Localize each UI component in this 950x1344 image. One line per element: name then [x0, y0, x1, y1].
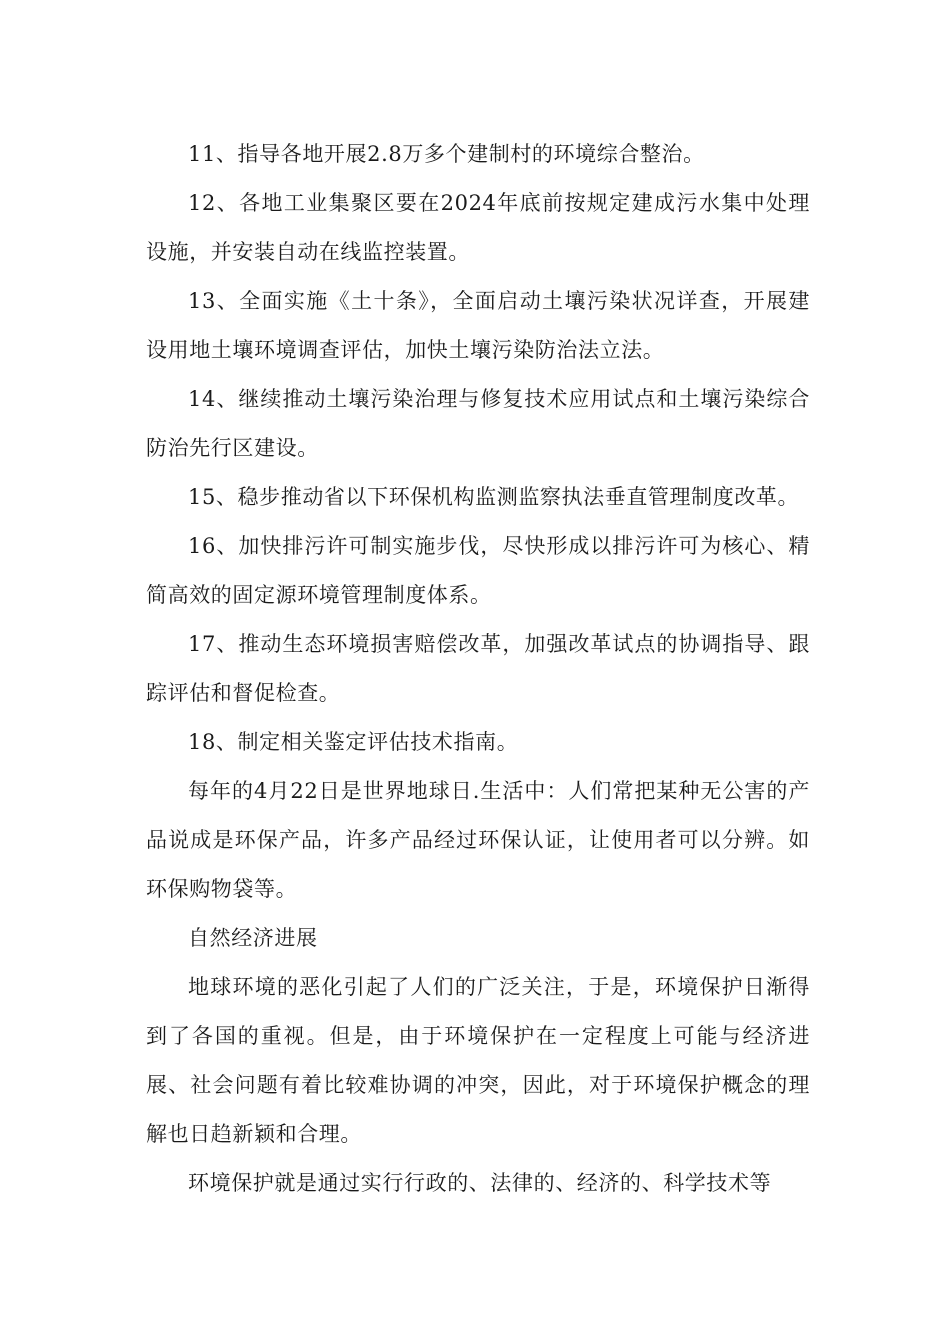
paragraph-item-17: 17、推动生态环境损害赔偿改革，加强改革试点的协调指导、跟踪评估和督促检查。 [146, 632, 810, 705]
paragraph-earth-day: 每年的4月22日是世界地球日.生活中：人们常把某种无公害的产品说成是环保产品，许多产品经过环保认证，让使用者可以分辨。如环保购物袋等。 [146, 779, 810, 901]
paragraph-item-11: 11、指导各地开展2.8万多个建制村的环境综合整治。 [188, 142, 705, 166]
paragraph-item-18: 18、制定相关鉴定评估技术指南。 [188, 730, 519, 754]
paragraph-item-16: 16、加快排污许可制实施步伐，尽快形成以排污许可为核心、精简高效的固定源环境管理制度体系。 [146, 534, 810, 607]
paragraph-environment-concern: 地球环境的恶化引起了人们的广泛关注，于是，环境保护日渐得到了各国的重视。但是，由于环境保护在一定程度上可能与经济进展、社会问题有着比较难协调的冲突，因此，对于环境保护概念的理解也日趋新颖和合理。 [146, 975, 810, 1146]
section-heading: 自然经济进展 [188, 926, 318, 950]
paragraph-item-15: 15、稳步推动省以下环保机构监测监察执法垂直管理制度改革。 [188, 485, 800, 509]
paragraph-item-12: 12、各地工业集聚区要在2024年底前按规定建成污水集中处理设施，并安装自动在线监控装置。 [146, 191, 810, 264]
paragraph-item-13: 13、全面实施《土十条》，全面启动土壤污染状况详查，开展建设用地土壤环境调查评估，加快土壤污染防治法立法。 [146, 289, 810, 362]
paragraph-item-14: 14、继续推动土壤污染治理与修复技术应用试点和土壤污染综合防治先行区建设。 [146, 387, 810, 460]
document-body [146, 130, 810, 1208]
paragraph-environment-protection: 环境保护就是通过实行行政的、法律的、经济的、科学技术等 [188, 1171, 772, 1195]
